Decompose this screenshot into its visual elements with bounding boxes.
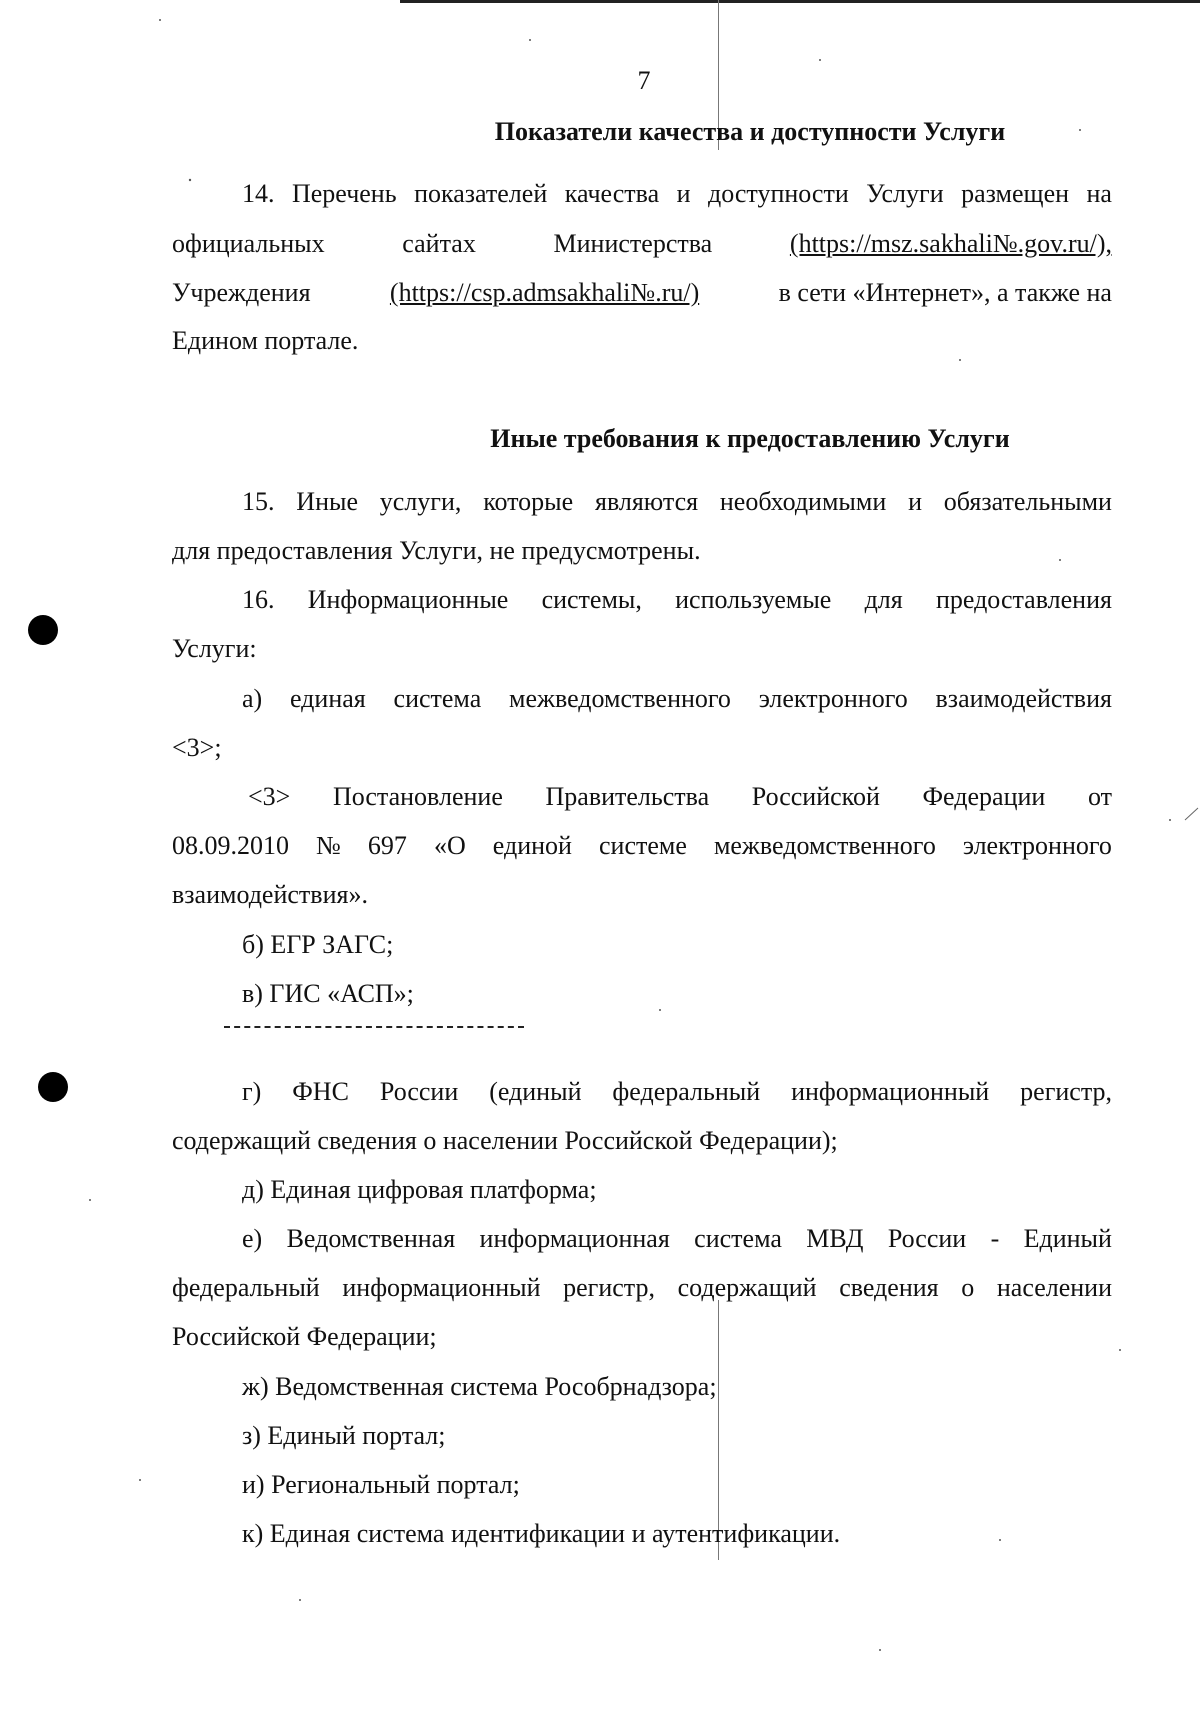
word: 14. [242,179,275,208]
word: информационный [791,1077,990,1106]
word: 15. [242,487,275,516]
word: населении [996,1273,1112,1302]
word: № [316,831,341,860]
word: Ведомственная [286,1224,456,1253]
word: единой [492,831,572,860]
paragraph-14-line-4: Едином портале. [172,326,359,355]
word: на [1086,179,1112,208]
word: сведения [839,1273,939,1302]
word: информационная [479,1224,670,1253]
word: о [961,1273,975,1302]
word: МВД [806,1224,864,1253]
paragraph-16-line-2: Услуги: [172,634,257,663]
word: Услуги [866,179,944,208]
word: для [864,585,903,614]
item-b: б) ЕГР ЗАГС; [242,930,394,959]
word: услуги, [379,487,462,516]
word: показателей [414,179,548,208]
word: межведомственного [713,831,936,860]
word: Иные [296,487,358,516]
item-z: з) Единый портал; [242,1421,446,1450]
item-g-line-2: содержащий сведения о населении Российской Федерации); [172,1126,838,1155]
word: Российской [751,782,880,811]
item-v: в) ГИС «АСП»; [242,979,414,1008]
ministry-site-link[interactable]: (https://msz.sakhali№.gov.ru/), [789,229,1112,258]
word: «О [433,831,466,860]
word: регистр, [1020,1077,1112,1106]
word: России [379,1077,459,1106]
word: являются [594,487,699,516]
word: <3> [248,782,291,811]
word: и [908,487,922,516]
word: качества [564,179,660,208]
word: Единый [1023,1224,1112,1253]
word: используемые [675,585,832,614]
word: федеральный [172,1273,320,1302]
word: г) [242,1077,262,1106]
word: необходимыми [719,487,887,516]
word: Правительства [545,782,710,811]
word: (единый [489,1077,582,1106]
word: которые [483,487,574,516]
section-heading-other: Иные требования к предоставлению Услуги [490,424,1010,453]
word: Перечень [291,179,397,208]
item-zh: ж) Ведомственная система Рособрнадзора; [242,1372,717,1401]
item-e-line-3: Российской Федерации; [172,1322,437,1351]
word: системы, [541,585,642,614]
word: - [990,1224,1000,1253]
footnote-line-3: взаимодействия». [172,880,368,909]
word: Постановление [332,782,503,811]
word: содержащий [677,1273,817,1302]
word: информационный [342,1273,541,1302]
word: электронного [962,831,1112,860]
word: электронного [758,684,908,713]
word: 08.09.2010 [172,831,289,860]
word: предоставления [935,585,1112,614]
word: России [887,1224,967,1253]
page-number: 7 [637,66,651,95]
word: е) [242,1224,263,1253]
word: система [694,1224,782,1253]
word: ФНС [292,1077,349,1106]
word: обязательными [943,487,1112,516]
section-heading-quality: Показатели качества и доступности Услуги [494,117,1006,146]
item-a-line-2: <3>; [172,733,222,762]
paragraph-14-line-2: официальных сайтах Министерства (https://msz.sakhali№.gov.ru/), [172,229,1112,258]
word: 16. [242,585,275,614]
word: Информационные [307,585,509,614]
word: федеральный [612,1077,761,1106]
word: от [1087,782,1112,811]
word: регистр, [563,1273,655,1302]
paragraph-14-line-3: Учреждения (https://csp.admsakhali№.ru/) в сети «Интернет», а также на [172,278,1112,307]
word: единая [289,684,366,713]
word: размещен [961,179,1070,208]
word: доступности [708,179,849,208]
word: межведомственного [509,684,731,713]
word: Федерации [922,782,1046,811]
word: взаимодействия [935,684,1112,713]
word: системе [599,831,687,860]
word: система [393,684,482,713]
paragraph-15-line-2: для предоставления Услуги, не предусмотрены. [172,536,701,565]
institution-site-link[interactable]: (https://csp.admsakhali№.ru/) [389,278,700,307]
item-k: к) Единая система идентификации и аутентификации. [242,1519,841,1548]
word: 697 [367,831,407,860]
item-i: и) Региональный портал; [242,1470,520,1499]
item-d: д) Единая цифровая платформа; [242,1175,597,1204]
word: и [676,179,691,208]
word: а) [242,684,263,713]
